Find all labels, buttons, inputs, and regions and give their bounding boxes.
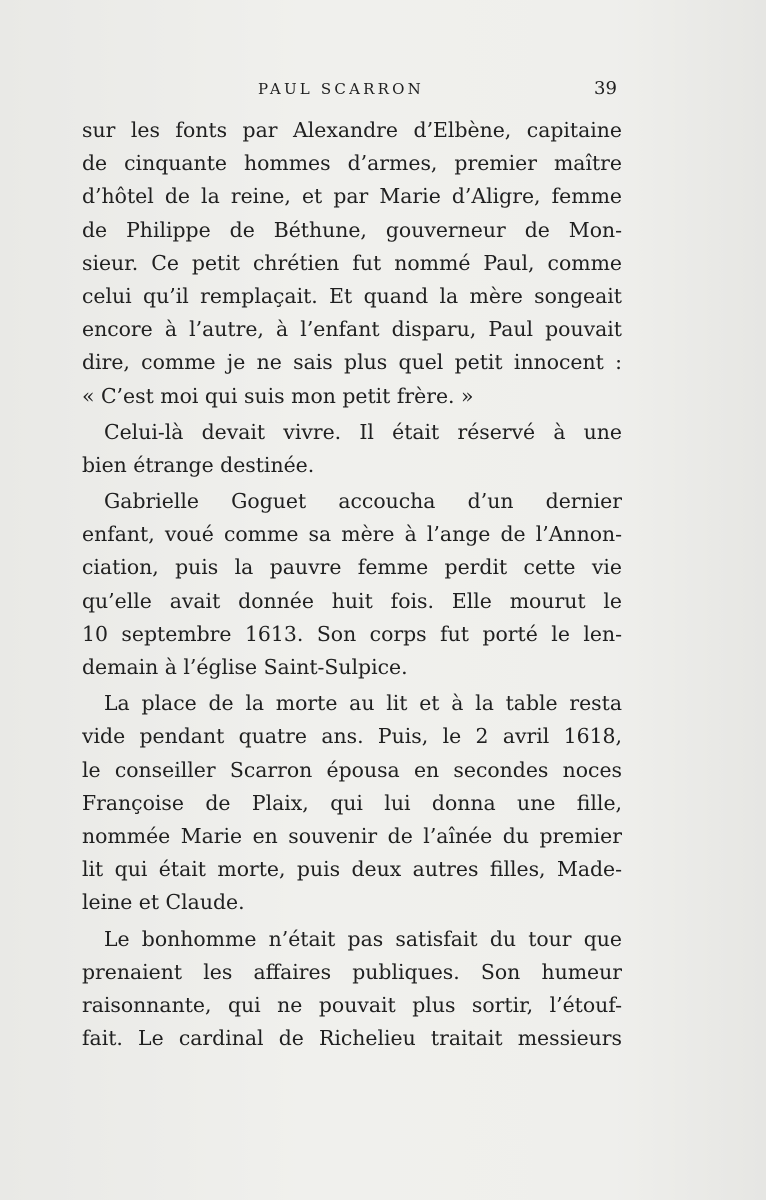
text-line: nommée Marie en souvenir de l’aînée du premier	[82, 823, 622, 848]
text-line: Gabrielle Goguet accoucha d’un dernier	[104, 489, 622, 514]
text-line: 10 septembre 1613. Son corps fut porté le len-	[82, 621, 622, 646]
text-line: le conseiller Scarron épousa en secondes noces	[82, 757, 622, 782]
text-line: leine et Claude.	[82, 890, 245, 915]
page-number: 39	[594, 78, 617, 99]
text-line: vide pendant quatre ans. Puis, le 2 avril 1618,	[82, 724, 622, 749]
text-line: de cinquante hommes d’armes, premier maître	[82, 151, 622, 176]
text-line: ciation, puis la pauvre femme perdit cette vie	[82, 555, 622, 580]
text-line: de Philippe de Béthune, gouverneur de Mon-	[82, 217, 622, 242]
text-line: Le bonhomme n’était pas satisfait du tour que	[104, 926, 622, 951]
text-line: bien étrange destinée.	[82, 452, 315, 477]
text-line: Celui-là devait vivre. Il était réservé à une	[104, 419, 622, 444]
text-line: sur les fonts par Alexandre d’Elbène, capitaine	[82, 118, 622, 142]
text-line: La place de la morte au lit et à la table resta	[104, 691, 622, 716]
text-line: dire, comme je ne sais plus quel petit innocent :	[82, 350, 622, 375]
text-line: fait. Le cardinal de Richelieu traitait messieurs	[82, 1026, 622, 1051]
text-line: prenaient les affaires publiques. Son humeur	[82, 959, 622, 984]
text-line: lit qui était morte, puis deux autres filles, Made-	[82, 857, 622, 882]
text-line: Françoise de Plaix, qui lui donna une fille,	[82, 790, 622, 815]
text-line: demain à l’église Saint-Sulpice.	[82, 655, 408, 679]
page-header	[0, 78, 766, 108]
running-title: PAUL SCARRON	[258, 80, 424, 98]
text-line: sieur. Ce petit chrétien fut nommé Paul, comme	[82, 250, 622, 275]
body-text	[82, 114, 622, 1055]
text-line: enfant, voué comme sa mère à l’ange de l’Annon-	[82, 522, 622, 547]
text-line: raisonnante, qui ne pouvait plus sortir, l’étouf-	[82, 992, 622, 1017]
text-line: celui qu’il remplaçait. Et quand la mère songeait	[82, 283, 622, 308]
text-line: « C’est moi qui suis mon petit frère. »	[82, 383, 474, 408]
text-line: encore à l’autre, à l’enfant disparu, Paul pouvait	[82, 317, 622, 342]
text-line: qu’elle avait donnée huit fois. Elle mourut le	[82, 588, 622, 613]
text-line: d’hôtel de la reine, et par Marie d’Aligre, femme	[82, 184, 622, 209]
